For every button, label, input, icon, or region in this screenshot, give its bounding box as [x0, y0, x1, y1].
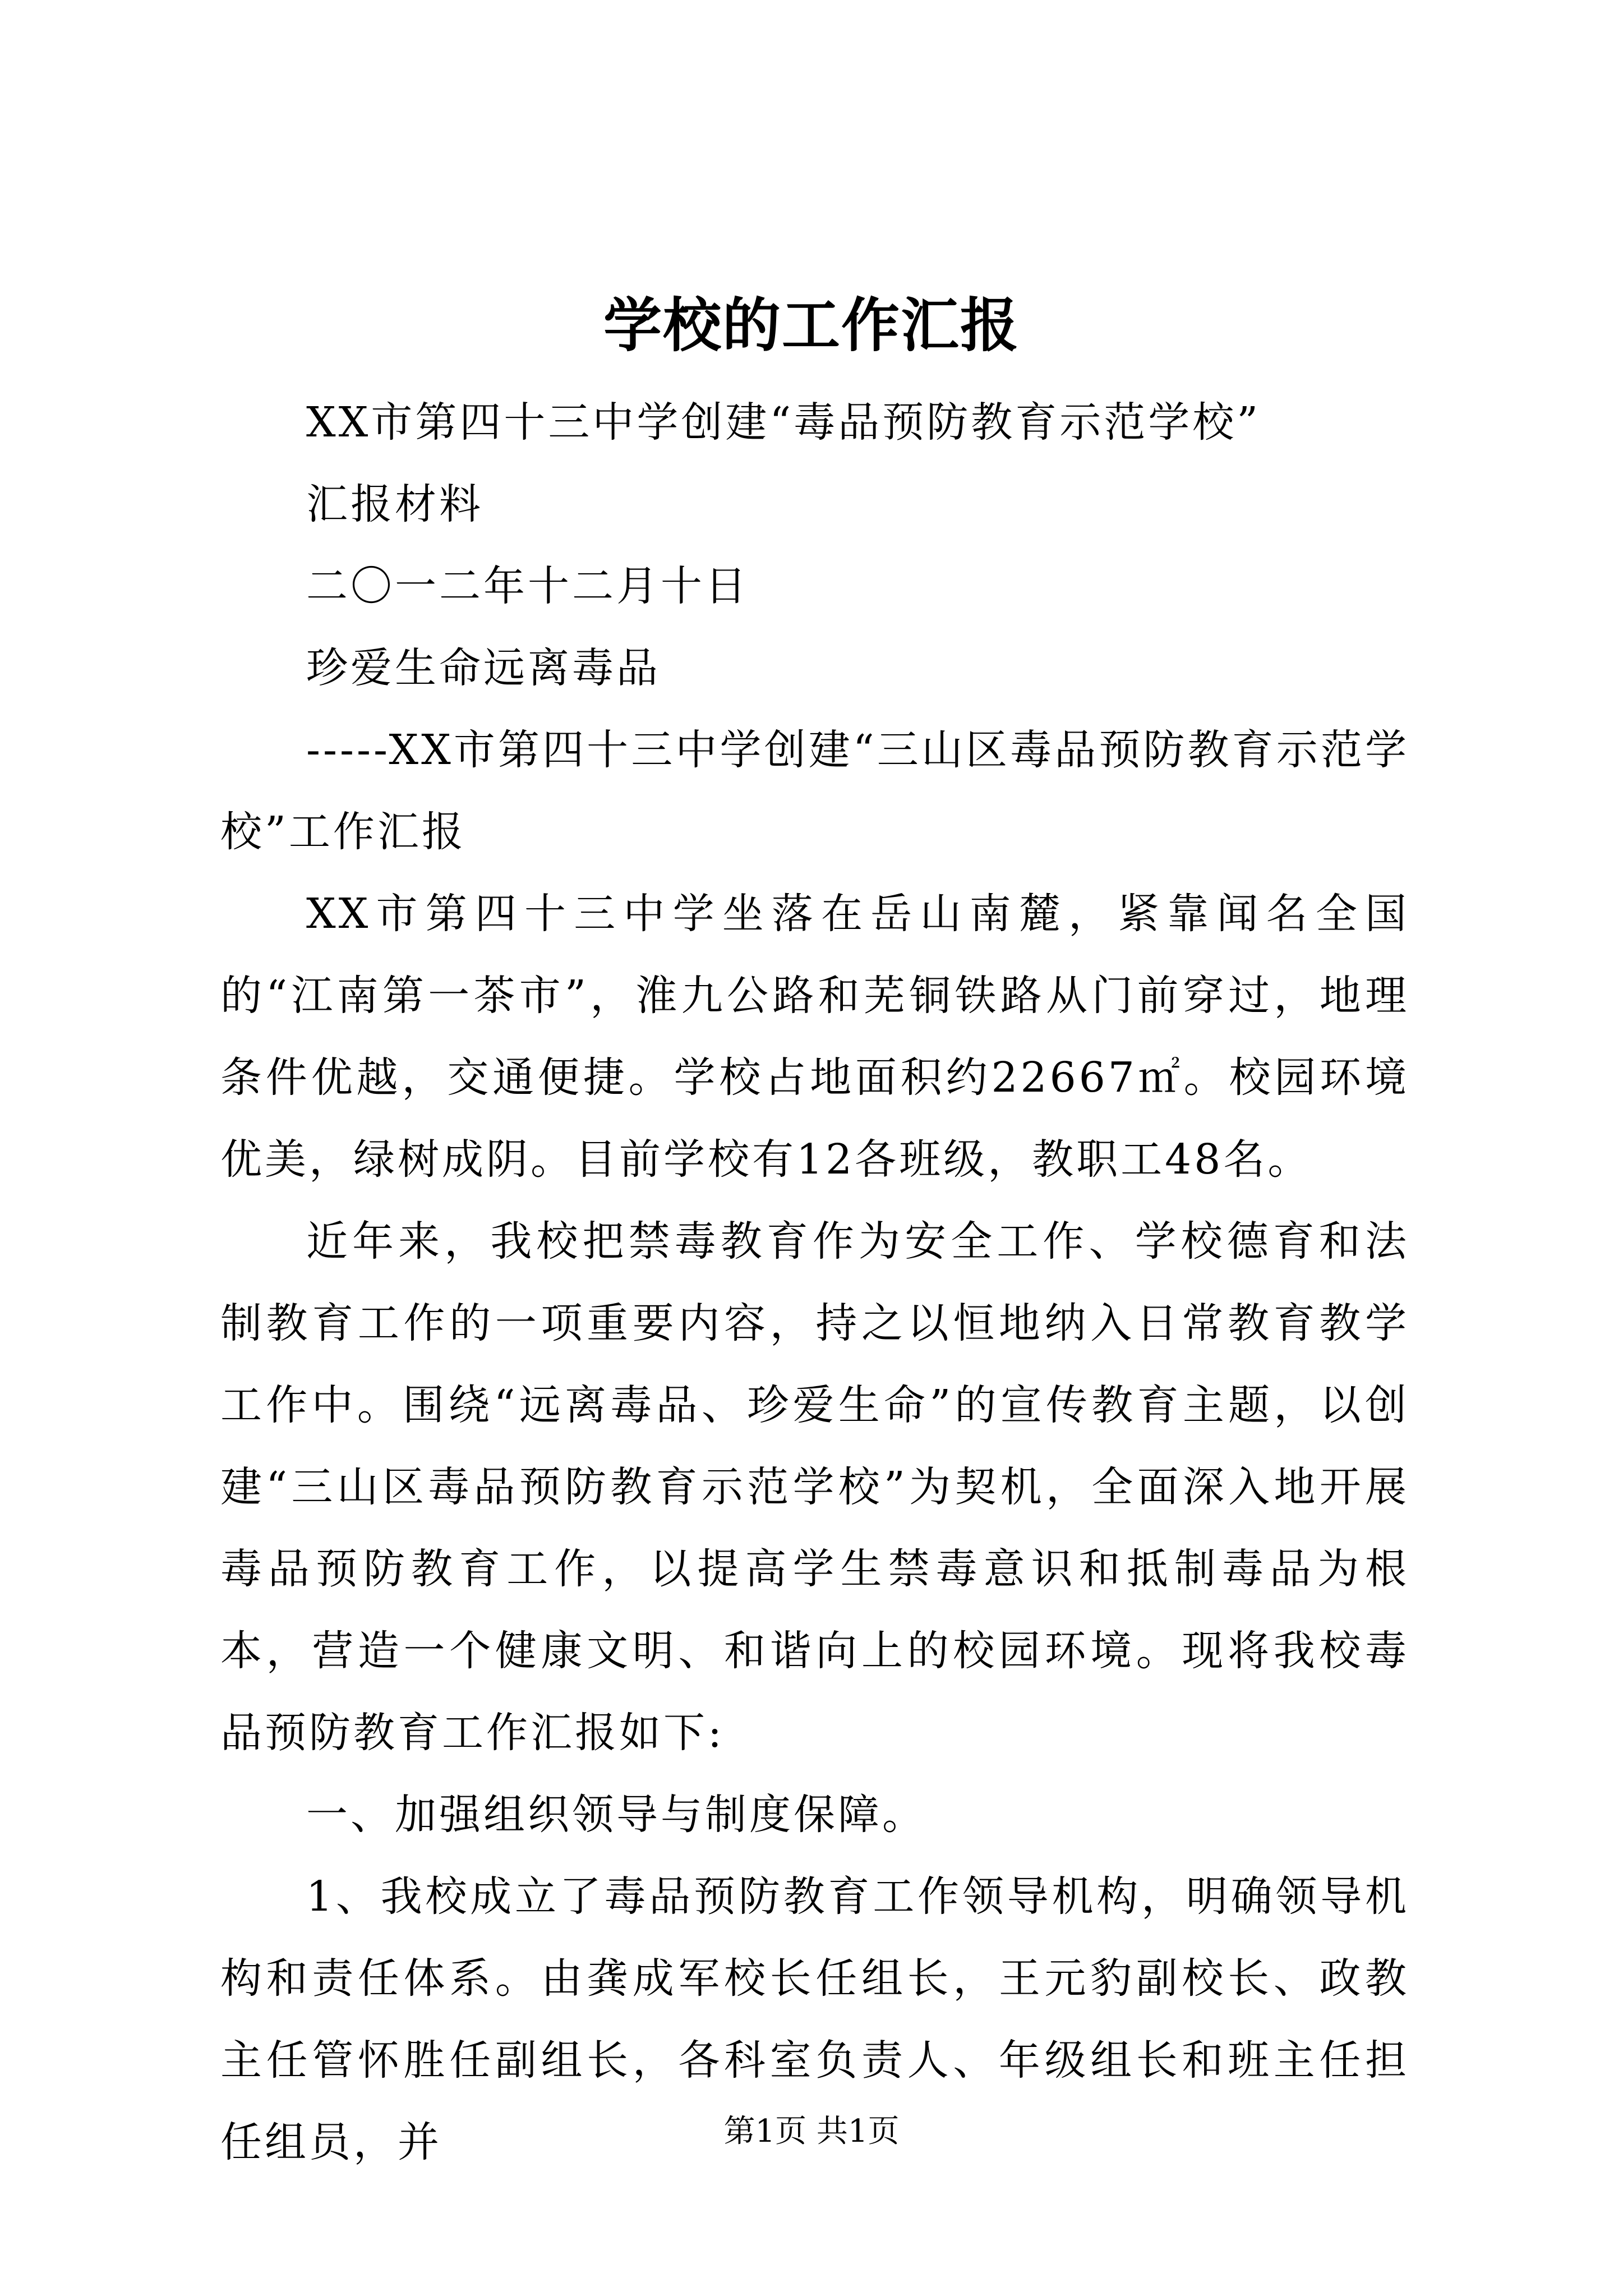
paragraph-overview: 近年来，我校把禁毒教育作为安全工作、学校德育和法制教育工作的一项重要内容，持之以恒地纳入日常教育教学工作中。围绕“远离毒品、珍爱生命”的宣传教育主题，以创建“三山区毒品预防教育示范学校”为契机，全面深入地开展毒品预防教育工作，以提高学生禁毒意识和抵制毒品为根本，营造一个健康文明、和谐向上的校园环境。现将我校毒品预防教育工作汇报如下:: [220, 1217, 1409, 1757]
paragraph-section-one-heading: 一、加强组织领导与制度保障。: [306, 1791, 926, 1839]
paragraph-report-material: 汇报材料: [306, 480, 483, 528]
paragraph-subtitle: -----XX市第四十三中学创建“三山区毒品预防教育示范学校”工作汇报: [220, 726, 1409, 856]
paragraph-slogan: 珍爱生命远离毒品: [306, 644, 661, 692]
paragraph-school-heading: XX市第四十三中学创建“毒品预防教育示范学校”: [306, 398, 1261, 447]
page-footer: 第1页 共1页: [723, 2113, 900, 2150]
paragraph-date: 二〇一二年十二月十日: [306, 562, 749, 610]
paragraph-school-intro: XX市第四十三中学坐落在岳山南麓，紧靠闻名全国的“江南第一茶市”，淮九公路和芜铜铁路从门前穿过，地理条件优越，交通便捷。学校占地面积约22667㎡。校园环境优美，绿树成阴。目前学校有12各班级，教职工48名。: [220, 890, 1409, 1184]
paragraph-item-one: 1、我校成立了毒品预防教育工作领导机构，明确领导机构和责任体系。由龚成军校长任组长，王元豹副校长、政教主任管怀胜任副组长，各科室负责人、年级组长和班主任担任组员，并: [220, 1872, 1409, 2166]
document-body: [220, 381, 1409, 2183]
document-title: 学校的工作汇报: [603, 291, 1020, 360]
